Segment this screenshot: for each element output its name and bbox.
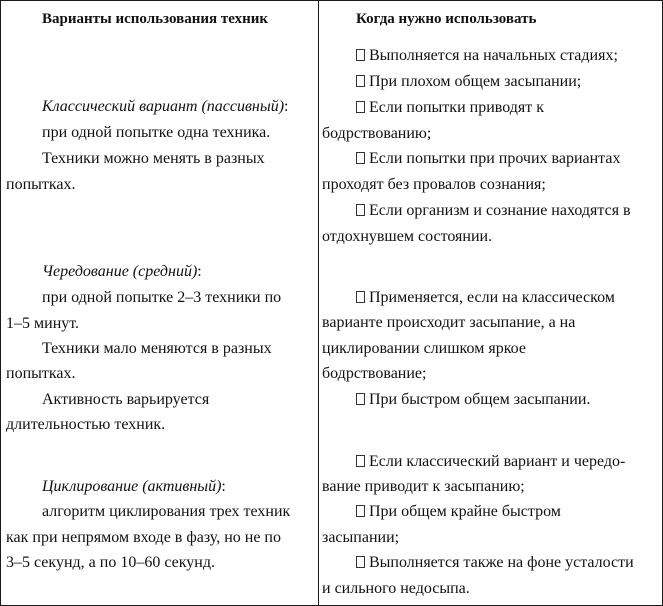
- left-text-line: [42, 288, 281, 308]
- left-text-line: [42, 502, 290, 522]
- right-text-line: [356, 98, 544, 118]
- header-right: Когда нужно использовать: [356, 11, 537, 27]
- left-line-text: Циклирование (активный): [42, 478, 222, 495]
- bullet-box-icon: [356, 49, 365, 61]
- bullet-box-icon: [356, 152, 365, 164]
- right-text-line: [322, 528, 399, 548]
- left-line-text: Чередование (средний): [42, 263, 198, 280]
- left-line-text: как при непрямом входе в фазу, но не по: [6, 529, 281, 546]
- bullet-box-icon: [356, 556, 365, 568]
- right-text-line: [322, 175, 546, 195]
- line-suffix: :: [221, 478, 226, 495]
- right-text-line: [356, 72, 581, 92]
- right-line-text: Если попытки при прочих вариантах: [369, 150, 621, 167]
- left-text-line: [42, 149, 265, 169]
- left-line-text: 3–5 секунд, а по 10–60 секунд.: [6, 554, 215, 571]
- left-line-text: при одной попытке 2–3 техники по: [42, 289, 282, 306]
- left-text-line: [42, 97, 288, 117]
- left-line-text: 1–5 минут.: [6, 315, 80, 332]
- left-text-line: [6, 364, 76, 384]
- left-line-text: длительностью техник.: [6, 416, 166, 433]
- right-text-line: [356, 46, 618, 66]
- right-text-line: [356, 288, 615, 308]
- right-text-line: [322, 477, 525, 497]
- right-line-text: При плохом общем засыпании;: [369, 73, 582, 90]
- right-text-line: [356, 201, 631, 221]
- bullet-box-icon: [356, 505, 365, 517]
- right-line-text: варианте происходит засыпание, а на: [322, 314, 576, 331]
- bullet-box-icon: [356, 291, 365, 303]
- right-line-text: циклировании слишком яркое: [322, 340, 526, 357]
- right-line-text: бодрствование;: [322, 365, 427, 382]
- left-line-text: попытках.: [6, 176, 76, 193]
- left-text-line: [42, 477, 226, 497]
- left-text-line: [6, 528, 281, 548]
- right-line-text: Если классический вариант и чередо-: [369, 453, 626, 470]
- column-divider: [318, 1, 319, 605]
- left-text-line: [42, 339, 272, 359]
- right-text-line: [322, 227, 492, 247]
- right-text-line: [322, 339, 526, 359]
- right-text-line: [356, 390, 590, 410]
- right-line-text: Если попытки приводят к: [369, 99, 544, 116]
- line-suffix: :: [197, 263, 202, 280]
- right-line-text: Если организм и сознание находятся в: [369, 202, 631, 219]
- left-text-line: [42, 123, 270, 143]
- left-text-line: [42, 262, 202, 282]
- right-line-text: Применяется, если на классическом: [369, 289, 615, 306]
- line-suffix: :: [284, 98, 289, 115]
- right-line-text: засыпании;: [322, 529, 400, 546]
- left-text-line: [6, 314, 79, 334]
- left-line-text: Техники можно менять в разных: [42, 150, 265, 167]
- left-line-text: при одной попытке одна техника.: [42, 124, 271, 141]
- left-text-line: [42, 390, 209, 410]
- header-left: Варианты использования техник: [42, 11, 269, 27]
- bullet-box-icon: [356, 204, 365, 216]
- left-text-line: [6, 175, 76, 195]
- right-text-line: [322, 124, 431, 144]
- left-line-text: Классический вариант (пассивный): [42, 98, 285, 115]
- right-text-line: [356, 502, 561, 522]
- right-text-line: [356, 452, 625, 472]
- right-line-text: Выполняется также на фоне усталости: [369, 554, 634, 571]
- bullet-box-icon: [356, 75, 365, 87]
- left-text-line: [6, 415, 165, 435]
- left-line-text: Техники мало меняются в разных: [42, 340, 272, 357]
- left-line-text: попытках.: [6, 365, 76, 382]
- right-line-text: и сильного недосыпа.: [322, 580, 470, 597]
- left-line-text: алгоритм циклирования трех техник: [42, 503, 291, 520]
- bullet-box-icon: [356, 101, 365, 113]
- right-text-line: [322, 579, 470, 599]
- right-line-text: бодрствованию;: [322, 125, 432, 142]
- bullet-box-icon: [356, 393, 365, 405]
- right-line-text: При быстром общем засыпании.: [369, 391, 591, 408]
- right-text-line: [356, 149, 620, 169]
- right-line-text: отдохнувшем состоянии.: [322, 228, 493, 245]
- right-text-line: [322, 364, 426, 384]
- right-line-text: вание приводит к засыпанию;: [322, 478, 525, 495]
- left-line-text: Активность варьируется: [42, 391, 210, 408]
- right-text-line: [322, 313, 575, 333]
- right-text-line: [356, 553, 634, 573]
- right-line-text: Выполняется на начальных стадиях;: [369, 47, 618, 64]
- left-text-line: [6, 553, 215, 573]
- bullet-box-icon: [356, 455, 365, 467]
- right-line-text: проходят без провалов сознания;: [322, 176, 546, 193]
- right-line-text: При общем крайне быстром: [369, 503, 561, 520]
